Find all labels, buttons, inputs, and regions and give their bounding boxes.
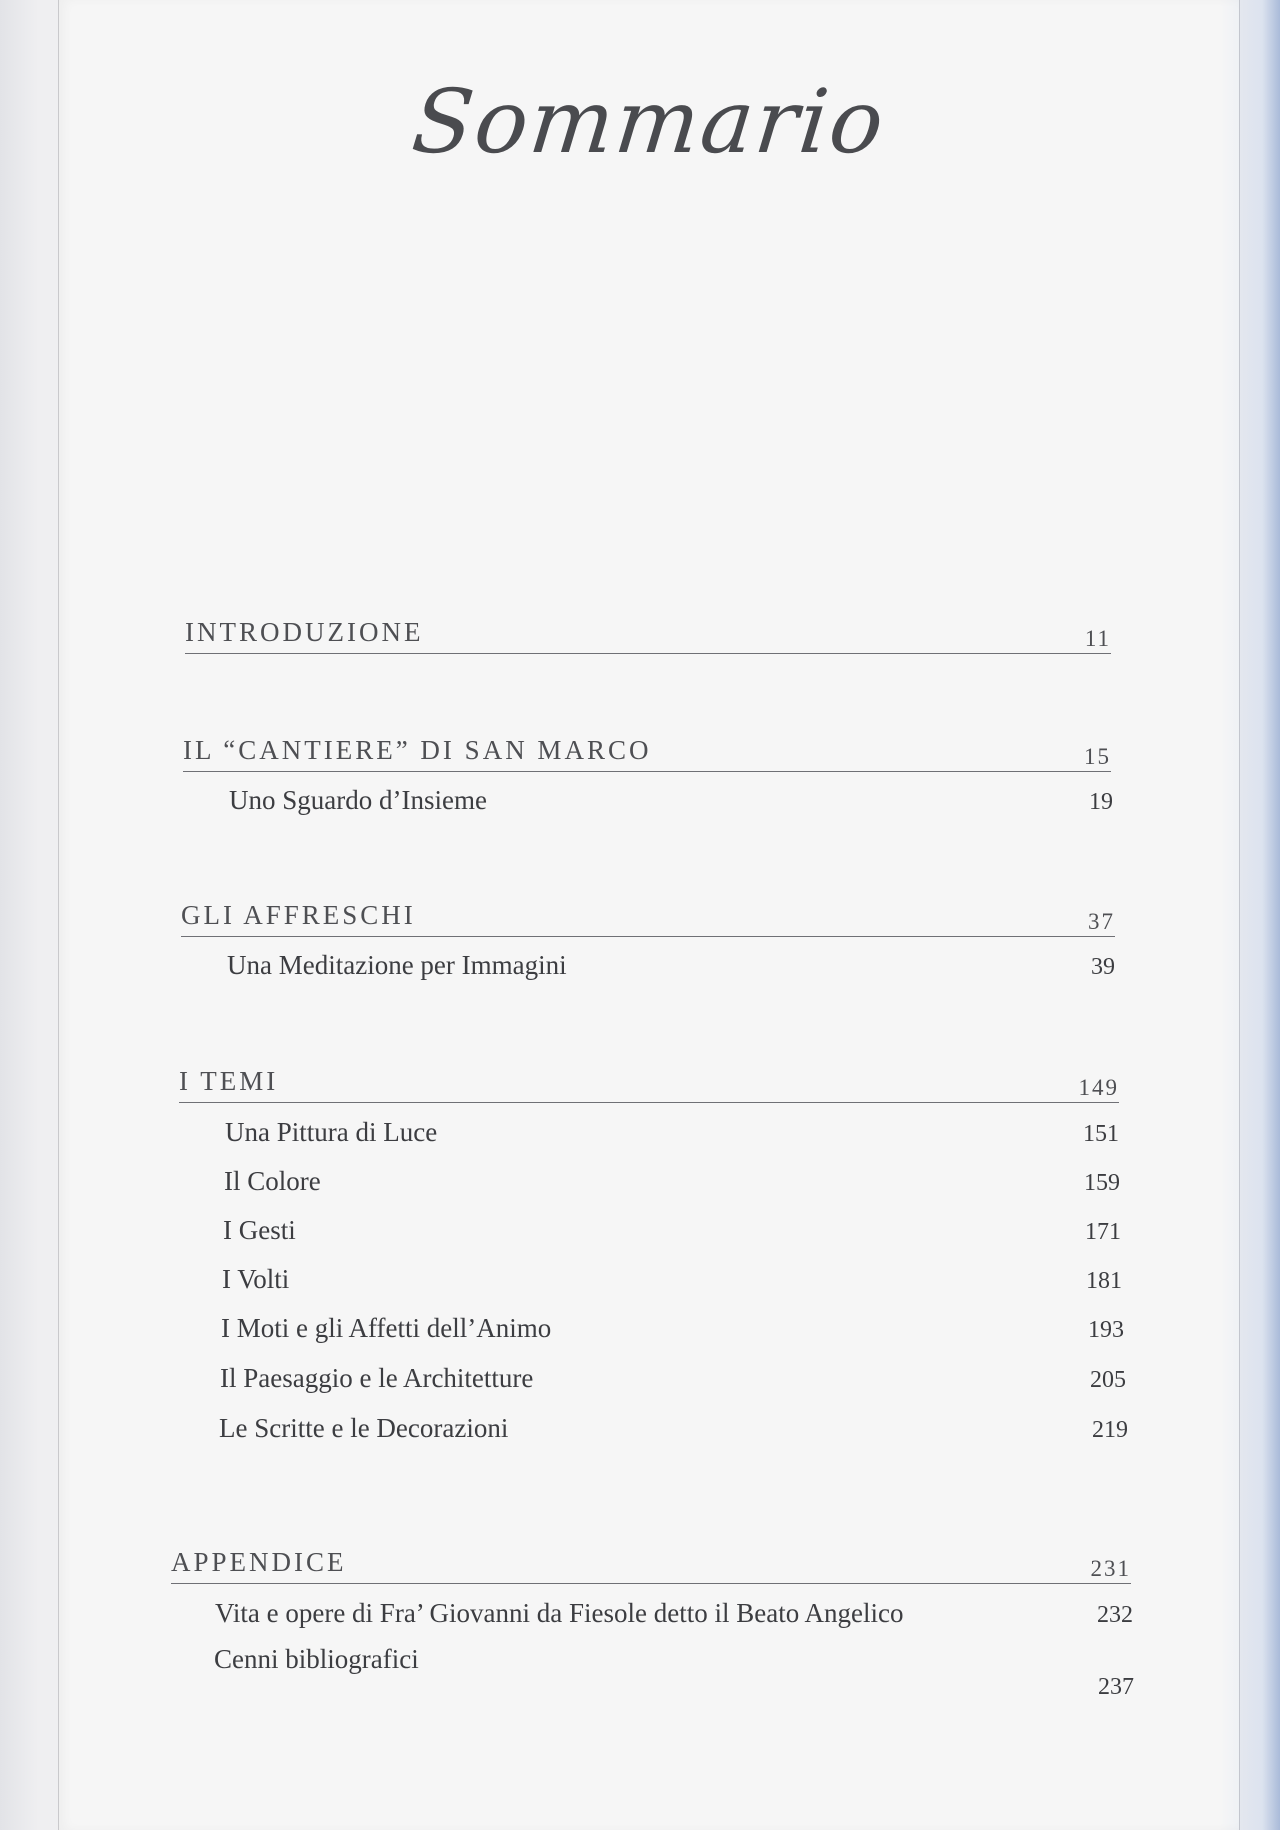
toc-section-cantiere	[183, 732, 1111, 772]
toc-section-introduzione	[185, 614, 1111, 654]
divider	[171, 1583, 1131, 1584]
toc-entry-label: I Moti e gli Affetti dell’Animo	[221, 1313, 552, 1343]
toc-section-page: 37	[1088, 909, 1115, 934]
toc-entry	[220, 1363, 1126, 1397]
toc-entry	[227, 950, 1115, 984]
toc-entry-page: 232	[1097, 1602, 1133, 1628]
book-page	[58, 0, 1240, 1830]
toc-entry-page: 181	[1086, 1268, 1122, 1294]
toc-entry-page: 159	[1084, 1170, 1120, 1196]
toc-section-label: IL “CANTIERE” DI SAN MARCO	[183, 735, 652, 765]
toc-entry-page: 171	[1085, 1219, 1121, 1245]
toc-entry-page: 151	[1083, 1121, 1119, 1147]
toc-section-appendice	[171, 1544, 1131, 1584]
page-title: Sommario	[407, 70, 891, 173]
toc-entry-page: 193	[1088, 1317, 1124, 1343]
toc-entry-page: 19	[1089, 789, 1113, 815]
toc-entry	[214, 1644, 1134, 1700]
toc-entry-label: Una Meditazione per Immagini	[227, 950, 567, 980]
toc-entry	[225, 1117, 1119, 1151]
toc-section-page: 15	[1084, 744, 1111, 769]
table-of-contents	[59, 0, 1239, 1830]
toc-section-affreschi	[181, 897, 1115, 937]
toc-entry	[223, 1215, 1121, 1249]
divider	[179, 1102, 1119, 1103]
toc-entry-label: Il Paesaggio e le Architetture	[220, 1363, 534, 1393]
toc-entry	[219, 1413, 1128, 1447]
toc-entry-page: 205	[1090, 1367, 1126, 1393]
toc-entry-label: Il Colore	[224, 1166, 321, 1196]
divider	[185, 653, 1111, 654]
toc-section-temi	[179, 1063, 1119, 1103]
toc-entry-label: I Gesti	[223, 1215, 296, 1245]
toc-entry-label: Uno Sguardo d’Insieme	[229, 785, 487, 815]
toc-entry-label: Cenni bibliografici	[214, 1644, 419, 1674]
toc-section-page: 149	[1078, 1075, 1119, 1100]
divider	[181, 936, 1115, 937]
toc-entry-page: 39	[1091, 954, 1115, 980]
divider	[183, 771, 1111, 772]
toc-entry-label: I Volti	[222, 1264, 290, 1294]
toc-section-label: I TEMI	[179, 1066, 279, 1096]
toc-entry-page: 219	[1092, 1417, 1128, 1443]
toc-entry	[221, 1313, 1124, 1347]
toc-section-label: INTRODUZIONE	[185, 617, 424, 647]
toc-entry-page: 237	[1098, 1674, 1134, 1700]
toc-entry	[222, 1264, 1122, 1298]
toc-entry-label: Vita e opere di Fra’ Giovanni da Fiesole detto il Beato Angelico	[215, 1598, 904, 1628]
toc-entry-label: Una Pittura di Luce	[225, 1117, 438, 1147]
toc-entry	[215, 1598, 1133, 1632]
toc-section-page: 231	[1090, 1556, 1131, 1581]
toc-section-label: APPENDICE	[171, 1547, 347, 1577]
toc-entry	[229, 785, 1113, 819]
toc-section-label: GLI AFFRESCHI	[181, 900, 416, 930]
page-shadow	[1220, 0, 1280, 1830]
toc-entry-label: Le Scritte e le Decorazioni	[219, 1413, 509, 1443]
toc-section-page: 11	[1084, 626, 1111, 651]
toc-entry	[224, 1166, 1120, 1200]
